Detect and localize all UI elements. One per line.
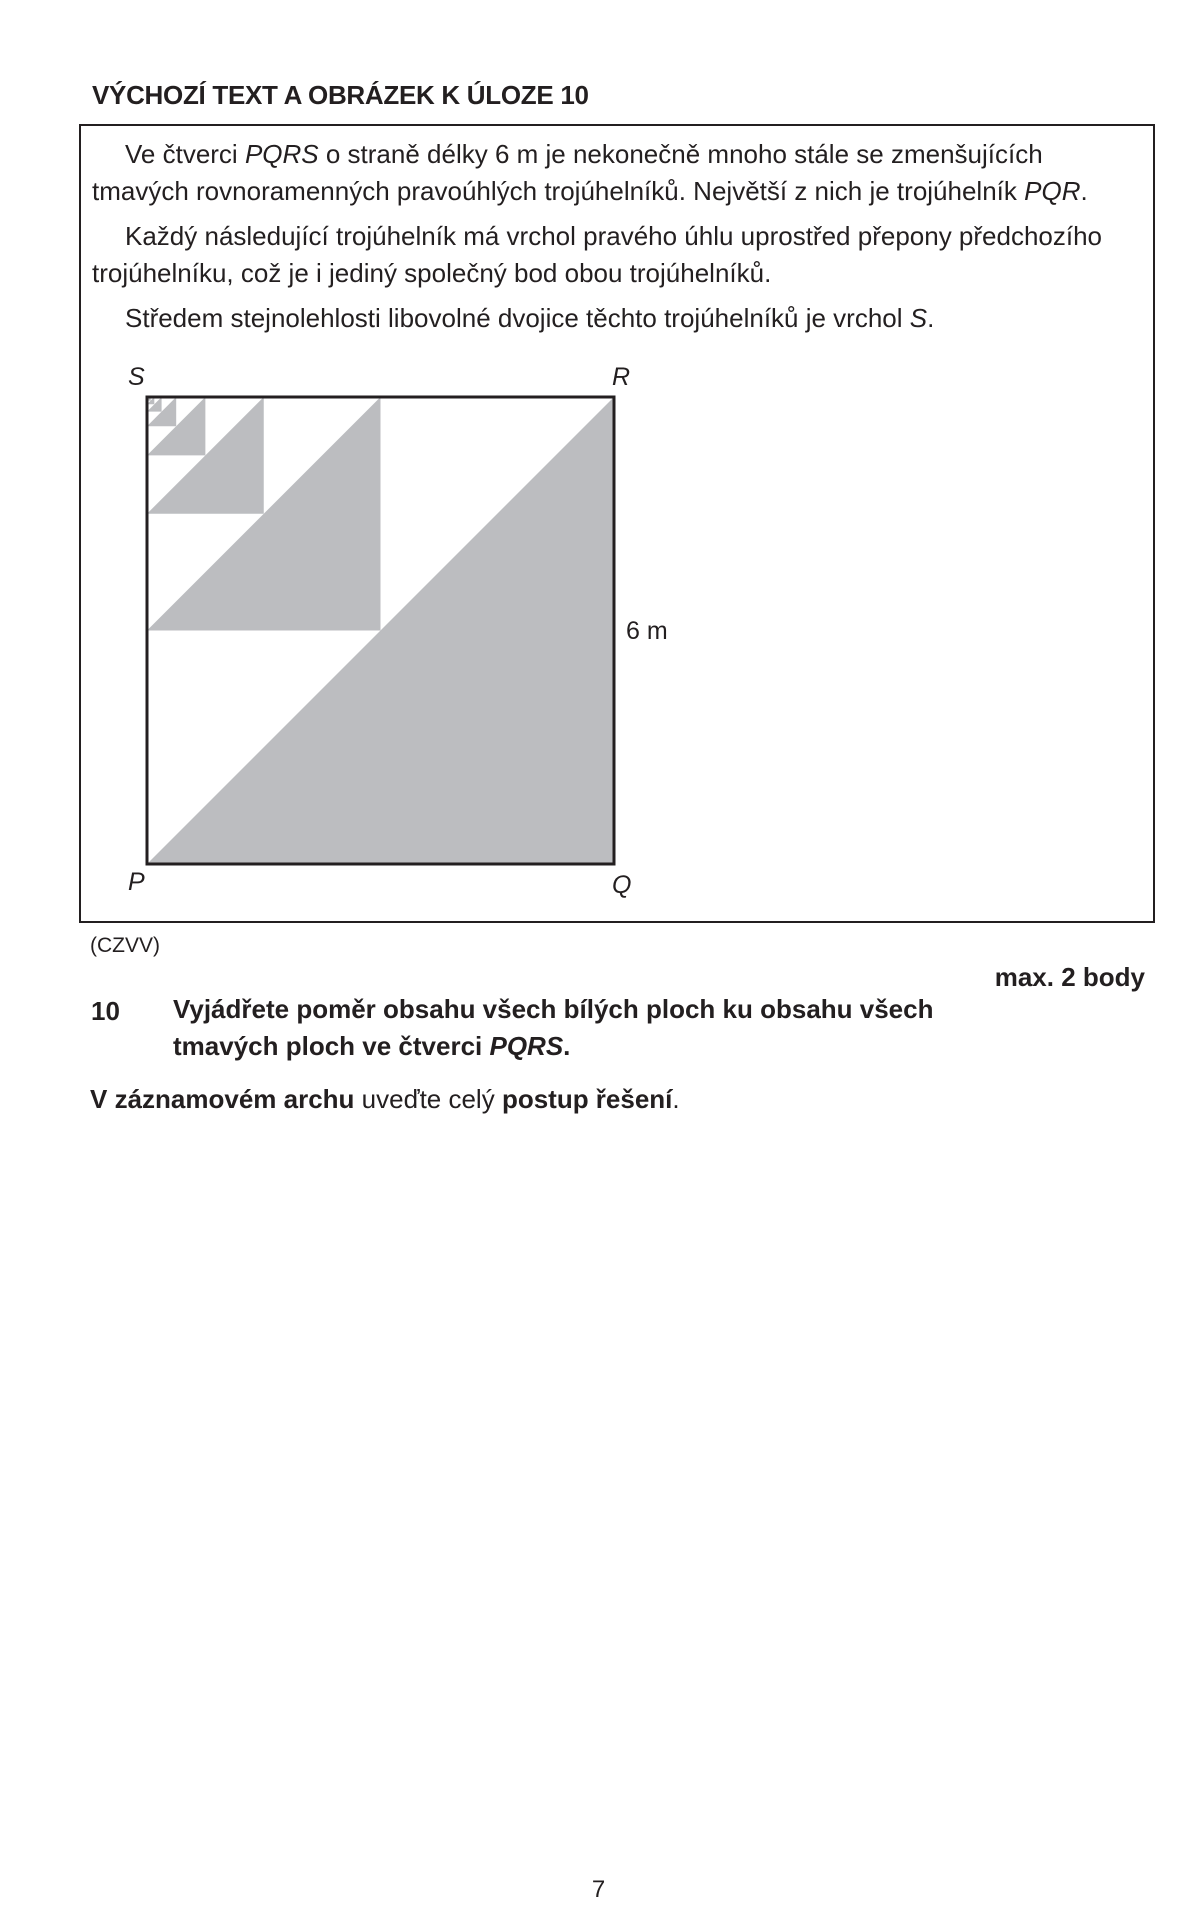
page-number: 7 (591, 1876, 606, 1903)
intro-text: Středem stejnolehlosti libovolné dvojice těchto trojúhelníků je vrchol (125, 303, 910, 333)
answer-instruction (90, 1084, 680, 1115)
vertex-label-r: R (612, 363, 631, 391)
side-length-label: 6 m (626, 617, 668, 645)
intro-paragraph-2: Každý následující trojúhelník má vrchol pravého úhlu uprostřed přepony předchozího trojúhelníku, což je i jediný společný bod obou trojúhelníků. (92, 221, 1103, 288)
square-name: PQRS (244, 139, 319, 169)
vertex-label-p: P (128, 868, 145, 896)
square-figure (0, 0, 1197, 930)
triangle-group (147, 397, 614, 864)
intro-text: Ve čtverci (125, 139, 245, 169)
square-name: PQRS (489, 1031, 564, 1061)
max-points: max. 2 body (994, 962, 1145, 992)
source-label: (CZVV) (90, 934, 160, 957)
instruction-bold: V záznamovém archu (90, 1084, 355, 1114)
intro-text: o straně délky 6 m je nekonečně mnoho stále se zmenšujících tmavých rovnoramenných pravoúhlých trojúhelníků. Největší z nich je trojúhelník (92, 139, 1043, 206)
section-heading: VÝCHOZÍ TEXT A OBRÁZEK K ÚLOZE 10 (92, 80, 589, 110)
question-part: Vyjádřete poměr obsahu všech bílých ploch ku obsahu všech tmavých ploch ve čtverci (173, 994, 934, 1061)
question-part: . (563, 1031, 571, 1061)
triangle-name: PQR (1024, 176, 1081, 206)
intro-text: . (1080, 176, 1088, 206)
instruction-bold: postup řešení (501, 1084, 673, 1114)
vertex-label-q: Q (612, 871, 632, 899)
question-text (173, 991, 953, 1065)
instruction-text: uveďte celý (354, 1084, 502, 1114)
instruction-text: . (672, 1084, 680, 1114)
question-number: 10 (91, 996, 120, 1026)
vertex-name: S (909, 303, 928, 333)
intro-text: . (927, 303, 935, 333)
vertex-label-s: S (128, 363, 145, 391)
